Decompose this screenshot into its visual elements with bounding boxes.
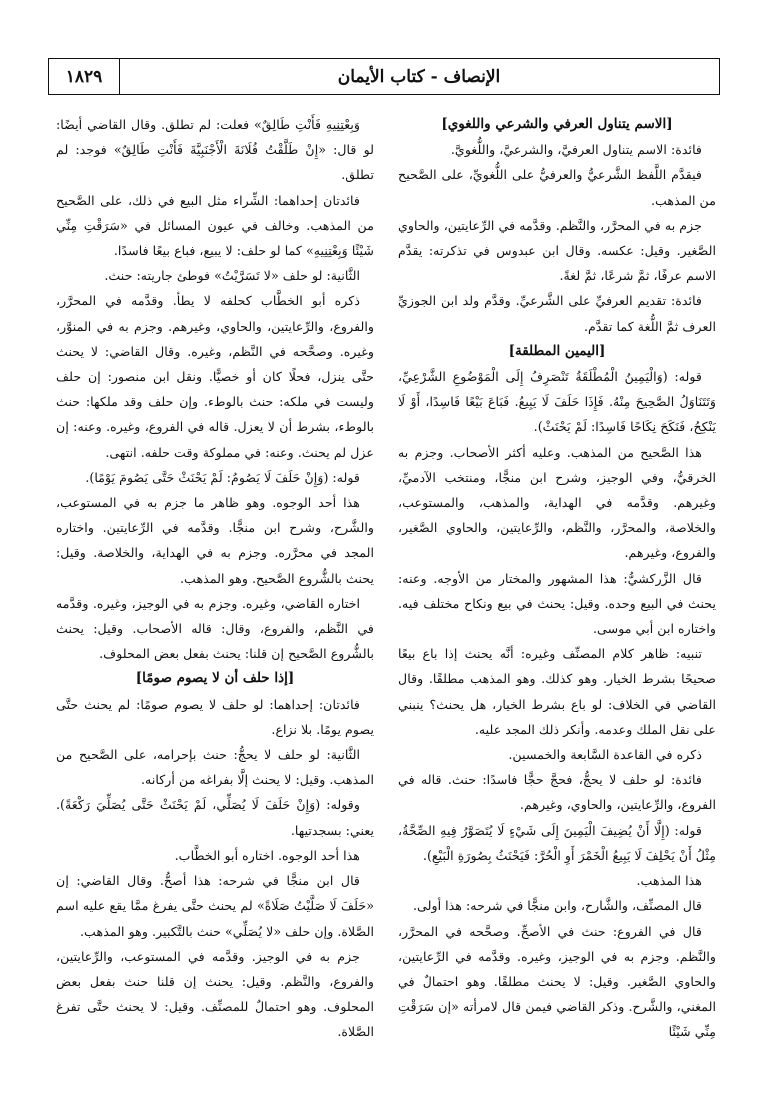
paragraph: جزم به في الوجيز. وقدَّمه في المستوعب، والرِّعايتين، والفروع، والنَّظم. وقيل: يحنث إن قلنا حنث بفعل بعض المحلوف. وهو احتمالٌ للمصنِّف. وقيل: لا يحنث حتَّى تفرغ الصَّلاة. <box>56 948 374 1040</box>
paragraph: هذا المذهب. <box>636 873 702 889</box>
paragraph: هذا أحد الوجوه. اختاره أبو الخطَّاب. <box>174 847 360 863</box>
section-heading: [إذا حلف أن لا يصوم صومًا] <box>135 670 295 687</box>
paragraph: ذكره في القاعدة السَّابعة والخمسين. <box>508 747 702 763</box>
paragraph: جزم به في المحرَّر، والنَّظم. وقدَّمه في الرِّعايتين، والحاوي الصَّغير. وقيل: عكسه. وقال ابن عبدوس في تذكرته: يقدَّم الاسم عرفًا، ثمَّ شرعًا، ثمَّ لغةً. <box>398 217 716 284</box>
paragraph: هذا الصَّحيح من المذهب. وعليه أكثر الأصحاب. وجزم به الخرقيُّ، وفي الوجيز، وشرح ابن منجًّا، ومنتخب الآدميِّ، وغيرهم. وقدَّمه في الهداية، والمذهب، والمستوعب، والخلاصة، والمحرَّر، والنَّظم، والرِّعايتين، والحاوي الصَّغير، والفروع، وغيرهم. <box>398 444 716 561</box>
paragraph: وَبِعْتِنِيهِ فَأَنْتِ طَالِقٌ» فعلت: لم تطلق. وقال القاضي أيضًا: لو قال: «إِنْ طَلَّقْتُ فُلَانَةَ الْأَجْنَبِيَّةَ فَأَنْتِ طَالِقٌ» فوجد: لم تطلق. <box>56 117 374 183</box>
page-number: ١٨٢٩ <box>49 59 120 94</box>
paragraph: ذكره أبو الخطَّاب كحلفه لا يطأ. وقدَّمه في المحرَّر، والفروع، والرِّعايتين، والحاوي، وغيرهم. وجزم به في المنوَّر، وغيره. وصحَّحه في النَّظم، وغيره. وقال القاضي: لا يحنث حتَّى ينزل، فحلًا كان أو خصيًّا. ونقل ابن منصور: إن حلف وليست في ملكه: حنث بالوطء. وإن حلف وقد ملكها: حنث بالوطء، بشرط أن لا يعزل. قاله في الفروع، وغيره. وعنه: إن عزل لم يحنث. وعنه: في مملوكة وقت حلفه. انتهى. <box>56 293 374 460</box>
paragraph: الثَّانية: لو حلف لا يحجُّ: حنث بإحرامه، على الصَّحيح من المذهب. وقيل: لا يحنث إلَّا بفراغه من أركانه. <box>56 747 374 788</box>
paragraph: قوله: (وَإِنْ حَلَفَ لَا يَصُومُ: لَمْ يَحْنَثْ حَتَّى يَصُومَ يَوْمًا). <box>85 469 360 485</box>
paragraph: فائدة: تقديم العرفيِّ على الشَّرعيِّ. وقدَّم ولد ابن الجوزيِّ العرف ثمَّ اللُّغة كما تقدَّم. <box>398 293 716 334</box>
paragraph: فائدة: لو حلف لا يحجُّ، فحجَّ حجًّا فاسدًا: حنث. قاله في الفروع، والرِّعايتين، والحاوي، وغيرهم. <box>398 772 716 813</box>
paragraph: فائدتان: إحداهما: لو حلف لا يصوم صومًا: لم يحنث حتَّى يصوم يومًا. بلا نزاع. <box>56 696 374 737</box>
paragraph: قال في الفروع: حنث في الأصحِّ. وصحَّحه في المحرَّر، والنَّظم. وجزم به في الوجيز، وغيره. وقدَّمه في الرِّعايتين، والحاوي الصَّغير. وقيل: لا يحنث مطلقًا. وهو احتمالٌ في المغني، والشَّرح. وذكر القاضي فيمن قال لامرأته «إن سَرَقْتِ مِنِّي شَيْئًا <box>398 923 716 1040</box>
paragraph: الثَّانية: لو حلف «لا تَسَرَّيْتُ» فوطئ جاريته: حنث. <box>104 268 360 284</box>
left-column <box>56 112 374 1102</box>
page-header <box>48 58 720 95</box>
section-heading: [الاسم يتناول العرفي والشرعي واللغوي] <box>441 116 673 132</box>
paragraph: قال ابن منجًّا في شرحه: هذا أصحُّ. وقال القاضي: إن «حَلَفَ لَا صَلَّيْتُ صَلَاةً» لم يحنث حتَّى يفرغ ممَّا يقع عليه اسم الصَّلاة. وإن حلف «لا يُصَلِّي» حنث بالتَّكبير. وهو المذهب. <box>56 873 374 939</box>
right-column <box>398 112 716 1102</box>
running-title: الإنصاف - كتاب الأيمان <box>337 66 501 87</box>
paragraph: تنبيه: ظاهر كلام المصنِّف وغيره: أنَّه يحنث إذا باع بيعًا صحيحًا بشرط الخيار. وهو كذلك. وهو المذهب مطلقًا. وقال القاضي في الخلاف: لو باع بشرط الخيار، هل يحنث؟ ينبني على نقل الملك وعدمه. وأنكر ذلك المجد عليه. <box>398 646 716 737</box>
paragraph: قال الزَّركشيُّ: هذا المشهور والمختار من الأوجه. وعنه: يحنث في البيع وحده. وقيل: يحنث في بيع ونكاح مختلف فيه. واختاره ابن أبي موسى. <box>398 570 716 637</box>
paragraph: هذا أحد الوجوه. وهو ظاهر ما جزم به في المستوعب، والشَّرح، وشرح ابن منجًّا. وقدَّمه في الرِّعايتين. واختاره المجد في محرَّره. وجزم به في الهداية، والخلاصة. وقيل: يحنث بالشُّروع الصَّحيح. وهو المذهب. <box>56 495 374 586</box>
paragraph: فيقدَّم اللَّفظ الشَّرعيُّ والعرفيُّ على اللُّغويِّ، على الصَّحيح من المذهب. <box>398 167 716 208</box>
paragraph: قوله: (إِلَّا أَنْ يُضِيفَ الْيَمِينَ إِلَى شَيْءٍ لَا يُتَصَوَّرُ فِيهِ الصِّحَّةُ، مِثْلُ أَنْ يَحْلِفَ لَا يَبِيعُ الْخَمْرَ أَوِ الْحُرَّ: فَيَحْنَثُ بِصُورَةِ الْبَيْعِ). <box>398 822 716 863</box>
paragraph: قوله: (وَالْيَمِينُ الْمُطْلَقَةُ تَنْصَرِفُ إِلَى الْمَوْضُوعِ الشَّرْعِيِّ، وَتَتَنَاوَلُ الصَّحِيحَ مِنْهُ. فَإِذَا حَلَفَ لَا يَبِيعُ. فَبَاعَ بَيْعًا فَاسِدًا، أَوْ لَا يَنْكِحُ، فَنَكَحَ نِكَاحًا فَاسِدًا: لَمْ يَحْنَثْ). <box>398 369 716 435</box>
paragraph: وقوله: (وَإِنْ حَلَفَ لَا يُصَلِّي، لَمْ يَحْنَثْ حَتَّى يُصَلِّيَ رَكْعَةً). يعني: بسجدتيها. <box>56 797 374 838</box>
paragraph: اختاره القاضي، وغيره. وجزم به في الوجيز، وغيره. وقدَّمه في النَّظم، والفروع، وقال: قاله الأصحاب. وقيل: يحنث بالشُّروع الصَّحيح إن قلنا: يحنث بفعل بعض المحلوف. <box>56 595 374 662</box>
paragraph: فائدة: الاسم يتناول العرفيَّ، والشرعيَّ، واللُّغويَّ. <box>450 142 702 158</box>
paragraph: فائدتان إحداهما: الشِّراء مثل البيع في ذلك، على الصَّحيح من المذهب. وخالف في عيون المسائل في «سَرَقْتِ مِنِّي شَيْئًا وَبِعْتِنِيهِ» كما لو حلف: لا يبيع، فباع بيعًا فاسدًا. <box>56 192 374 259</box>
section-heading: [اليمين المطلقة] <box>508 342 606 359</box>
paragraph: قال المصنِّف، والشَّارح، وابن منجًّا في شرحه: هذا أولى. <box>412 898 702 914</box>
